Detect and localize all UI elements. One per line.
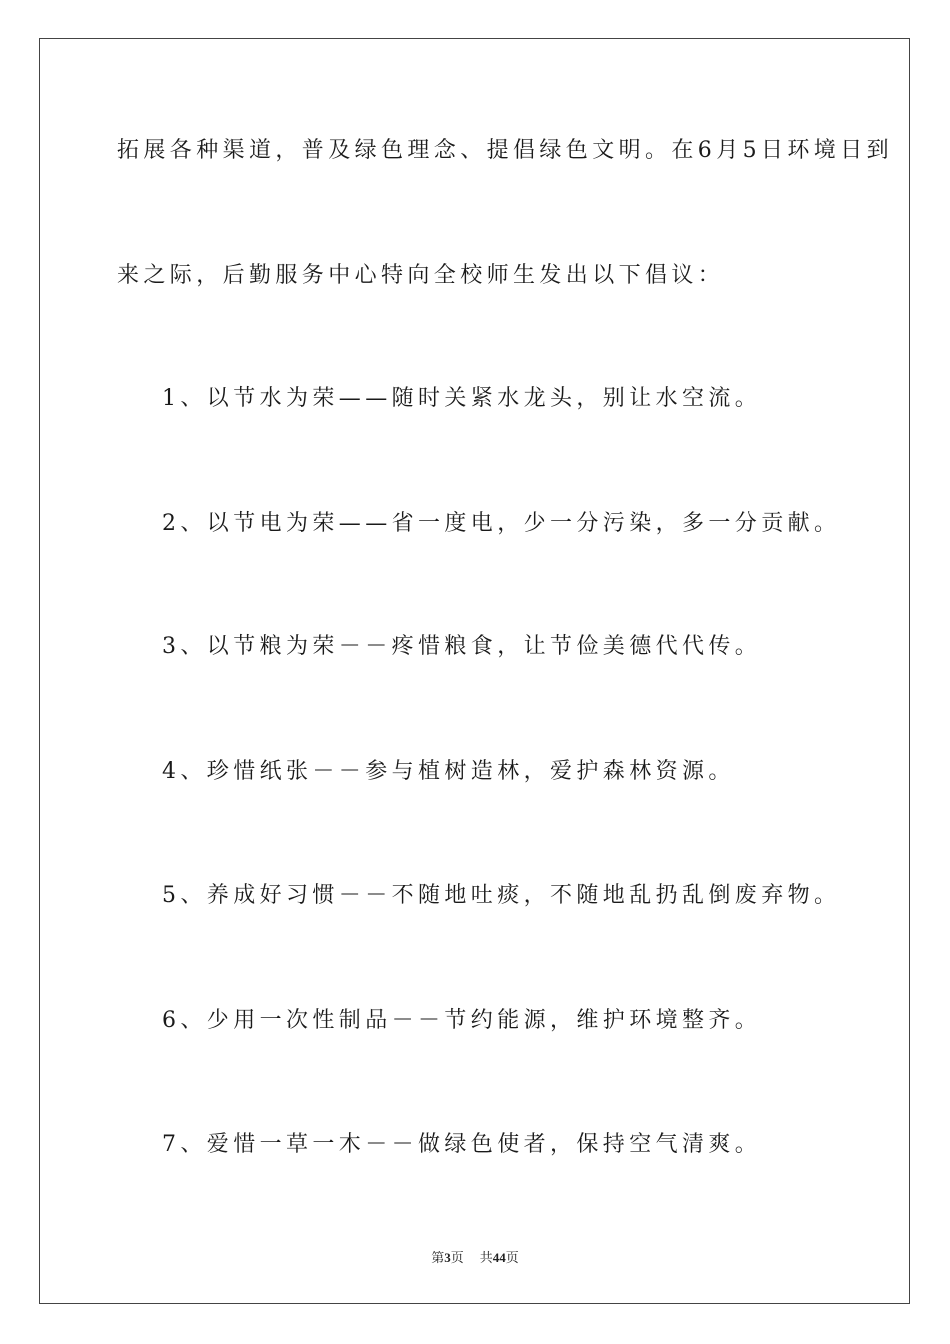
page-border	[39, 38, 910, 1304]
proposal-item-1: 1、以节水为荣——随时关紧水龙头，别让水空流。	[162, 386, 762, 411]
footer-total-pages: 44	[492, 1250, 506, 1265]
paragraph-line-1: 拓展各种渠道，普及绿色理念、提倡绿色文明。在6月5日环境日到	[117, 138, 893, 163]
footer-page-suffix: 页	[450, 1250, 464, 1265]
proposal-item-3: 3、以节粮为荣－－疼惜粮食，让节俭美德代代传。	[162, 634, 762, 659]
proposal-item-5: 5、养成好习惯－－不随地吐痰，不随地乱扔乱倒废弃物。	[162, 883, 841, 908]
proposal-item-4: 4、珍惜纸张－－参与植树造林，爱护森林资源。	[162, 759, 735, 784]
proposal-item-2: 2、以节电为荣——省一度电，少一分污染，多一分贡献。	[162, 511, 841, 536]
proposal-item-7: 7、爱惜一草一木－－做绿色使者，保持空气清爽。	[162, 1132, 762, 1157]
paragraph-line-2: 来之际，后勤服务中心特向全校师生发出以下倡议：	[117, 263, 725, 288]
footer-total-prefix: 共	[479, 1250, 493, 1265]
footer-current-page: 3	[444, 1250, 451, 1265]
footer-page-prefix: 第	[431, 1250, 445, 1265]
proposal-item-6: 6、少用一次性制品－－节约能源，维护环境整齐。	[162, 1008, 762, 1033]
footer-total-suffix: 页	[505, 1250, 519, 1265]
page-footer	[0, 1247, 950, 1266]
